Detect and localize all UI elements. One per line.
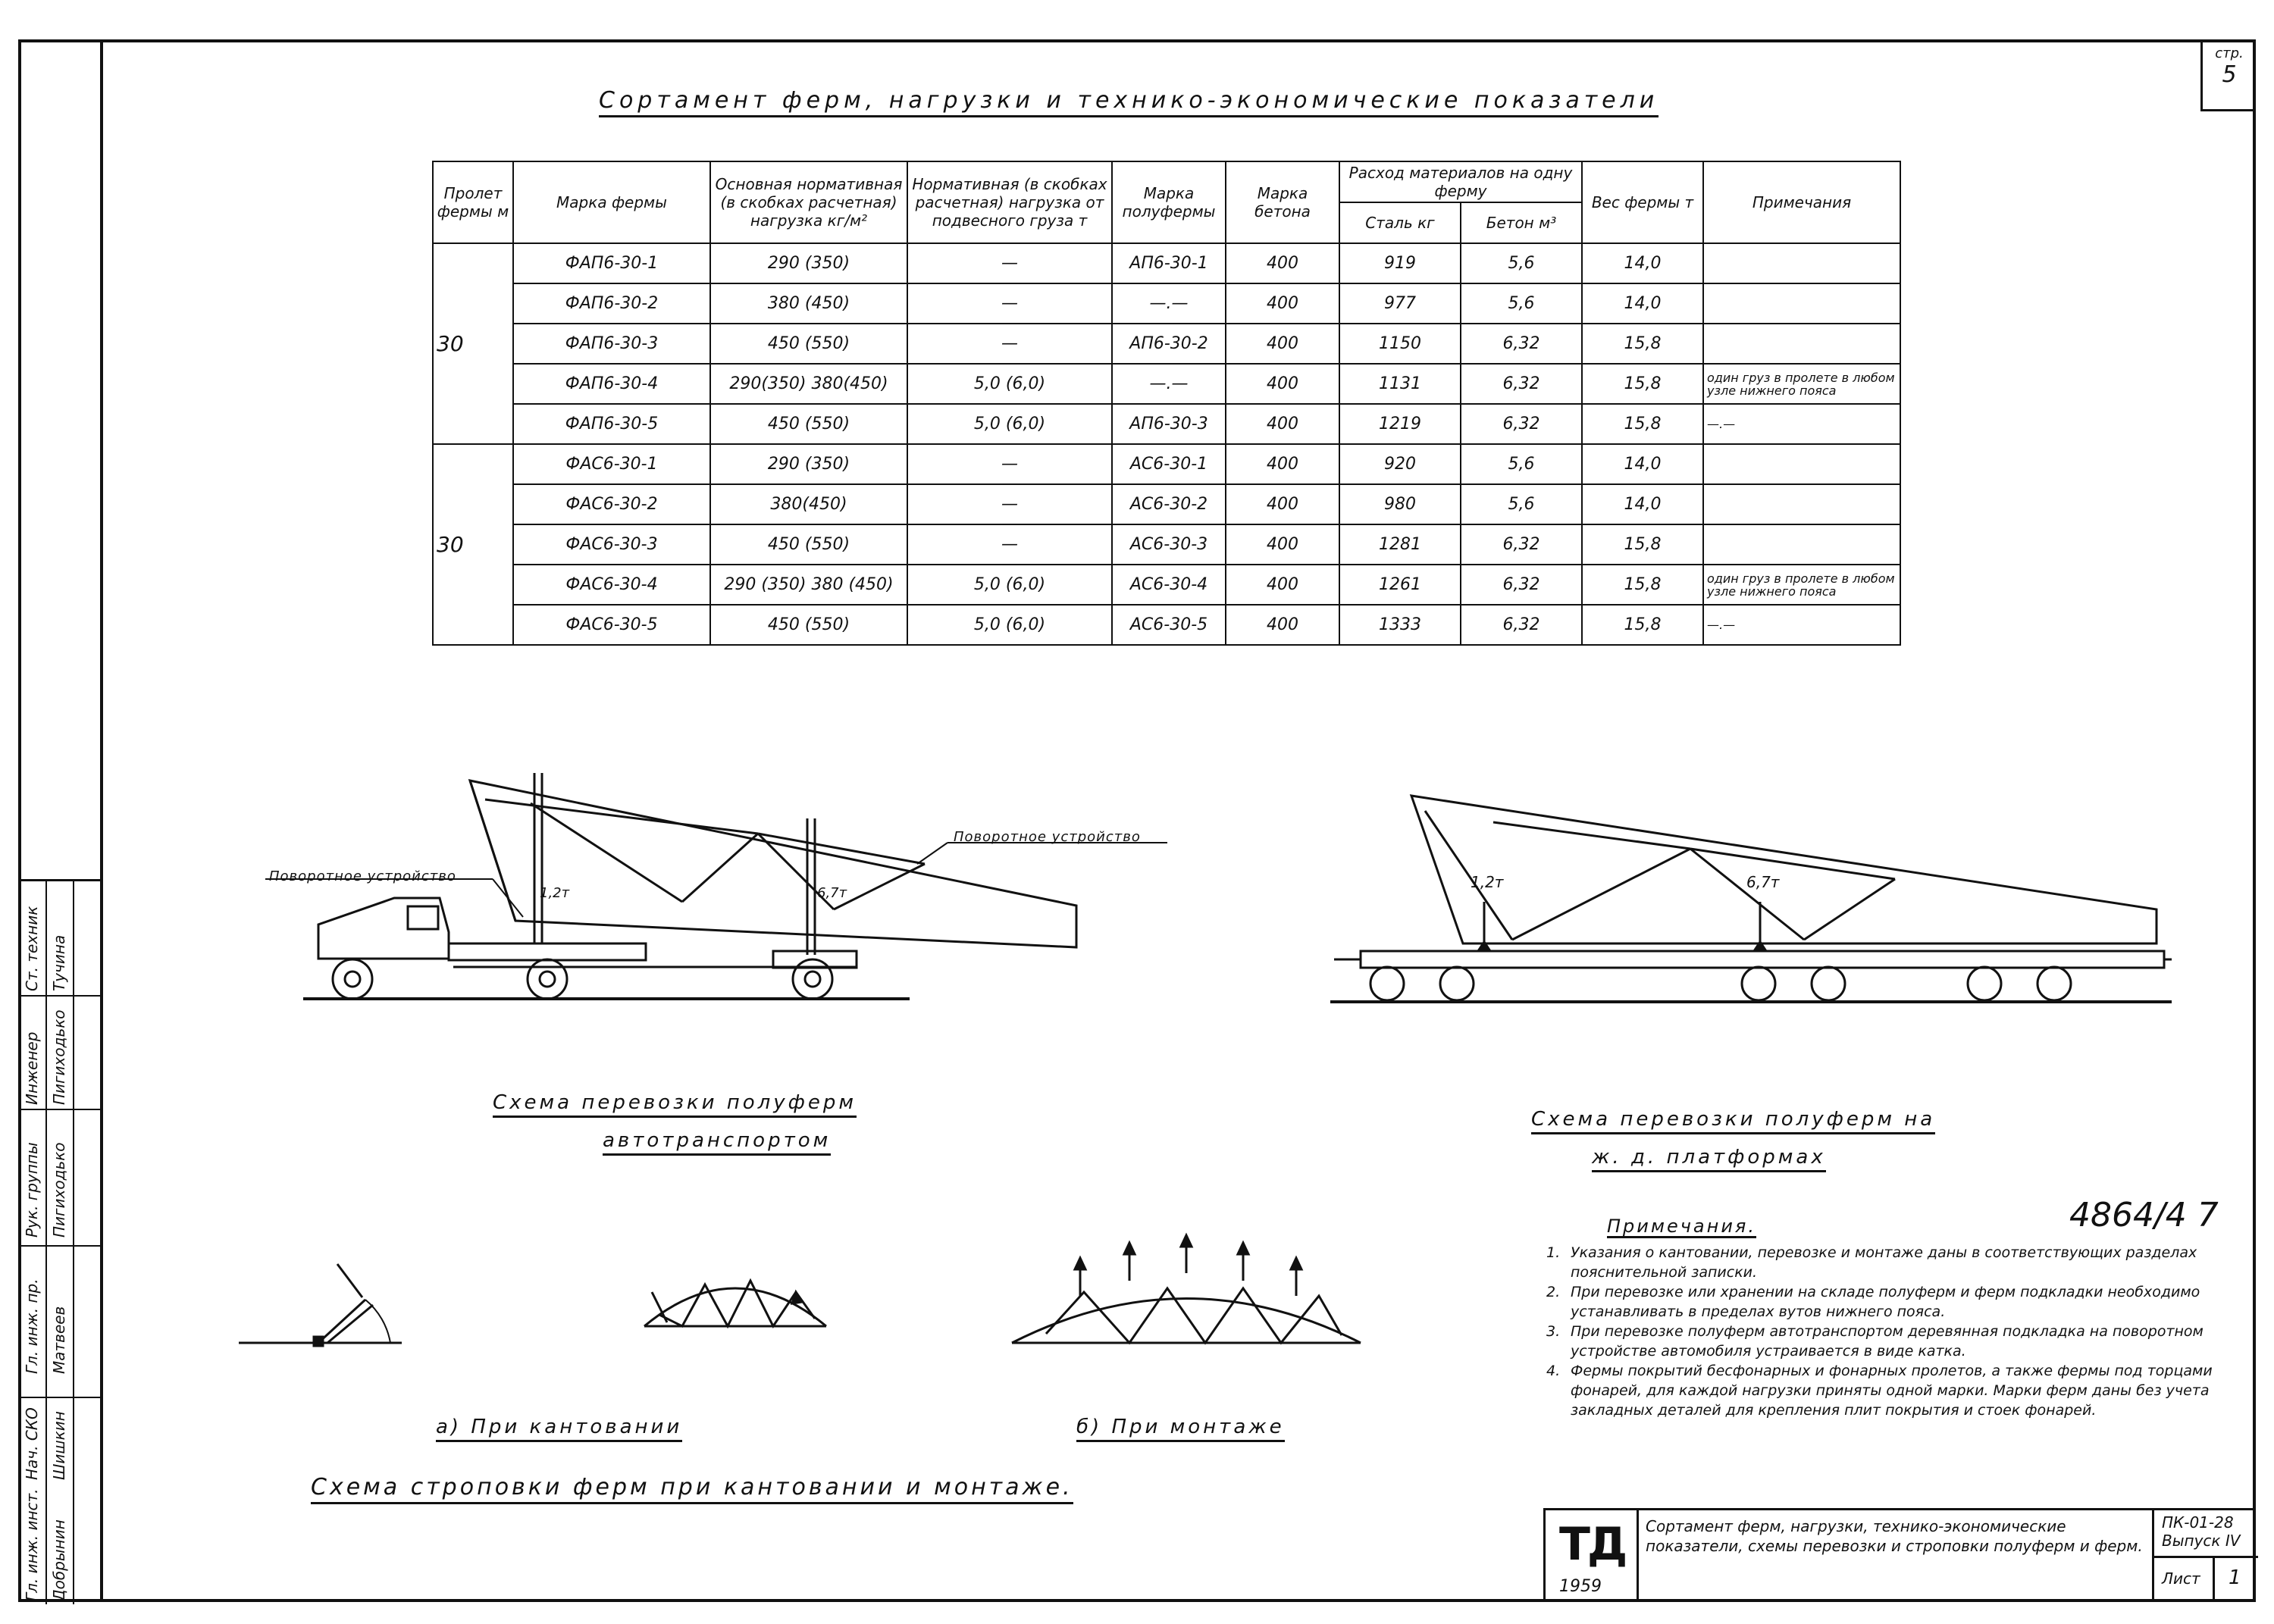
cell-weight: 14,0 — [1582, 484, 1703, 524]
note-number: 2. — [1546, 1284, 1561, 1300]
stamp-role: Инженер — [23, 1031, 41, 1105]
stamp-role: Гл. инж. инст. — [23, 1488, 41, 1601]
col-header-materials: Расход материалов на одну ферму — [1339, 161, 1582, 202]
cell-hang: — — [907, 484, 1112, 524]
cell-note: один груз в пролете в любом узле нижнего пояса — [1703, 565, 1900, 605]
cell-steel: 919 — [1339, 243, 1461, 283]
cell-mark: ФАП6-30-4 — [513, 364, 710, 404]
cell-half: АС6-30-1 — [1112, 444, 1226, 484]
cell-mark: ФАС6-30-3 — [513, 524, 710, 565]
cell-steel: 977 — [1339, 283, 1461, 324]
cell-mark: ФАС6-30-2 — [513, 484, 710, 524]
cell-note: —.— — [1703, 404, 1900, 444]
cell-concrete: 400 — [1226, 243, 1339, 283]
issue-label: Выпуск — [2162, 1532, 2221, 1550]
logo-mark: ТД — [1559, 1518, 1625, 1571]
caption-rail-transport-sub: ж. д. платформах — [1592, 1146, 1826, 1172]
cell-weight: 15,8 — [1582, 324, 1703, 364]
series-code: ПК-01-28 — [2162, 1513, 2234, 1532]
cell-mark: ФАП6-30-3 — [513, 324, 710, 364]
title-block — [1543, 1508, 2256, 1602]
caption-truck-transport: Схема перевозки полуферм — [493, 1091, 857, 1118]
load-value-1: 1,2т — [540, 885, 570, 901]
caption-tilting: а) При кантовании — [436, 1416, 682, 1442]
issue-line — [2154, 1532, 2258, 1550]
cell-vol: 6,32 — [1461, 524, 1582, 565]
stamp-name: Добрынин — [50, 1519, 68, 1601]
cell-concrete: 400 — [1226, 524, 1339, 565]
cell-concrete: 400 — [1226, 484, 1339, 524]
sheet-label: Лист — [2162, 1569, 2200, 1588]
caption-mounting: б) При монтаже — [1076, 1416, 1285, 1442]
sling-diagrams — [239, 1235, 1361, 1346]
cell-concrete: 400 — [1226, 283, 1339, 324]
cell-vol: 5,6 — [1461, 444, 1582, 484]
cell-steel: 1261 — [1339, 565, 1461, 605]
stamp-role: Нач. СКО — [23, 1407, 41, 1480]
cell-steel: 1219 — [1339, 404, 1461, 444]
note-text: Фермы покрытий бесфонарных и фонарных пролетов, а также фермы под торцами фонарей, для каждой нагрузки приняты одной марки. Марки ферм даны без учета закладных деталей для крепления плит покрытия и стоек фонарей. — [1571, 1363, 2213, 1419]
note-item — [1546, 1243, 2213, 1282]
cell-load: 450 (550) — [710, 404, 907, 444]
load-value-2: 6,7т — [817, 885, 847, 901]
cell-steel: 1281 — [1339, 524, 1461, 565]
note-number: 4. — [1546, 1363, 1561, 1379]
cell-vol: 6,32 — [1461, 565, 1582, 605]
cell-load: 290 (350) — [710, 444, 907, 484]
cell-hang: 5,0 (6,0) — [907, 605, 1112, 645]
note-item — [1546, 1361, 2213, 1420]
stamp-role: Гл. инж. пр. — [23, 1278, 41, 1374]
series-code-cell — [2152, 1510, 2258, 1558]
cell-hang: — — [907, 444, 1112, 484]
col-header-concrete: Марка бетона — [1226, 161, 1339, 243]
cell-weight: 14,0 — [1582, 243, 1703, 283]
cell-vol: 5,6 — [1461, 484, 1582, 524]
col-header-notes: Примечания — [1703, 161, 1900, 243]
cell-load: 450 (550) — [710, 324, 907, 364]
document-number: 4864/4 7 — [2069, 1196, 2219, 1234]
cell-half: АС6-30-5 — [1112, 605, 1226, 645]
cell-mark: ФАП6-30-5 — [513, 404, 710, 444]
note-item — [1546, 1322, 2213, 1361]
cell-note: —.— — [1703, 605, 1900, 645]
cell-half: АС6-30-2 — [1112, 484, 1226, 524]
stamp-name: Шишкин — [50, 1411, 68, 1480]
cell-half: —.— — [1112, 364, 1226, 404]
cell-load: 380 (450) — [710, 283, 907, 324]
rail-load-value-2: 6,7т — [1746, 873, 1780, 891]
note-number: 1. — [1546, 1244, 1561, 1261]
cell-hang: — — [907, 524, 1112, 565]
note-number: 3. — [1546, 1323, 1561, 1340]
cell-note: один груз в пролете в любом узле нижнего пояса — [1703, 364, 1900, 404]
cell-weight: 15,8 — [1582, 565, 1703, 605]
logo-year: 1959 — [1559, 1577, 1602, 1596]
sheet-number: 1 — [2229, 1566, 2241, 1589]
cell-weight: 15,8 — [1582, 524, 1703, 565]
notes-header: Примечания. — [1607, 1216, 1756, 1237]
page-title: Сортамент ферм, нагрузки и технико-экономические показатели — [599, 87, 1659, 117]
title-block-description: Сортамент ферм, нагрузки, технико-экономические показатели, схемы перевозки и строповки полуферм и ферм. — [1646, 1517, 2143, 1555]
page-label: стр. — [2215, 45, 2244, 61]
cell-concrete: 400 — [1226, 324, 1339, 364]
cell-weight: 14,0 — [1582, 283, 1703, 324]
notes-block — [1546, 1216, 2213, 1420]
cell-half: АС6-30-4 — [1112, 565, 1226, 605]
cell-hang: — — [907, 243, 1112, 283]
stamp-name: Матвеев — [50, 1306, 68, 1374]
cell-hang: 5,0 (6,0) — [907, 565, 1112, 605]
cell-steel: 1150 — [1339, 324, 1461, 364]
col-header-span: Пролет фермы м — [433, 161, 513, 243]
stamp-role: Ст. техник — [23, 906, 41, 991]
col-header-mark: Марка фермы — [513, 161, 710, 243]
cell-half: —.— — [1112, 283, 1226, 324]
stamp-name: Пигиходько — [50, 1142, 68, 1238]
cell-steel: 920 — [1339, 444, 1461, 484]
col-header-concrete-volume: Бетон м³ — [1461, 202, 1582, 243]
note-text: Указания о кантовании, перевозке и монтаже даны в соответствующих разделах пояснительной записки. — [1571, 1244, 2197, 1281]
caption-rail-transport: Схема перевозки полуферм на — [1531, 1108, 1935, 1134]
cell-half: АП6-30-2 — [1112, 324, 1226, 364]
cell-weight: 15,8 — [1582, 404, 1703, 444]
truck-transport-drawing — [265, 773, 1167, 999]
cell-vol: 6,32 — [1461, 324, 1582, 364]
cell-concrete: 400 — [1226, 565, 1339, 605]
note-text: При перевозке или хранении на складе полуферм и ферм подкладки необходимо устанавливать в пределах вутов нижнего пояса. — [1571, 1284, 2200, 1320]
cell-vol: 6,32 — [1461, 605, 1582, 645]
cell-half: АП6-30-1 — [1112, 243, 1226, 283]
cell-concrete: 400 — [1226, 364, 1339, 404]
cell-hang: — — [907, 324, 1112, 364]
cell-hang: 5,0 (6,0) — [907, 364, 1112, 404]
cell-vol: 6,32 — [1461, 364, 1582, 404]
stamp-name: Пигиходько — [50, 1009, 68, 1105]
rail-transport-drawing — [1330, 796, 2172, 1002]
page-number: 5 — [2222, 61, 2237, 88]
cell-steel: 1131 — [1339, 364, 1461, 404]
span-cell: 30 — [433, 243, 513, 444]
cell-mark: ФАС6-30-5 — [513, 605, 710, 645]
col-header-steel: Сталь кг — [1339, 202, 1461, 243]
caption-slinging: Схема строповки ферм при кантовании и монтаже. — [311, 1474, 1073, 1504]
cell-mark: ФАС6-30-4 — [513, 565, 710, 605]
label-turntable-left: Поворотное устройство — [269, 868, 456, 884]
cell-load: 290 (350) — [710, 243, 907, 283]
note-item — [1546, 1282, 2213, 1322]
cell-mark: ФАС6-30-1 — [513, 444, 710, 484]
span-cell: 30 — [433, 444, 513, 645]
col-header-half-truss: Марка полуфермы — [1112, 161, 1226, 243]
cell-weight: 15,8 — [1582, 364, 1703, 404]
cell-vol: 5,6 — [1461, 243, 1582, 283]
label-turntable-right: Поворотное устройство — [954, 829, 1141, 845]
cell-hang: — — [907, 283, 1112, 324]
cell-concrete: 400 — [1226, 444, 1339, 484]
sheet-label-cell — [2152, 1557, 2215, 1602]
stamp-role: Рук. группы — [23, 1142, 41, 1238]
caption-truck-transport-sub: автотранспортом — [603, 1129, 831, 1156]
cell-half: АС6-30-3 — [1112, 524, 1226, 565]
publisher-logo — [1546, 1510, 1639, 1602]
rail-load-value-1: 1,2т — [1471, 873, 1504, 891]
cell-mark: ФАП6-30-1 — [513, 243, 710, 283]
cell-load: 380(450) — [710, 484, 907, 524]
cell-concrete: 400 — [1226, 404, 1339, 444]
col-header-load: Основная нормативная (в скобках расчетная) нагрузка кг/м² — [710, 161, 907, 243]
cell-half: АП6-30-3 — [1112, 404, 1226, 444]
cell-vol: 6,32 — [1461, 404, 1582, 444]
issue-number: IV — [2225, 1532, 2241, 1550]
cell-concrete: 400 — [1226, 605, 1339, 645]
stamp-name: Тучина — [50, 934, 68, 991]
cell-weight: 15,8 — [1582, 605, 1703, 645]
cell-load: 290(350) 380(450) — [710, 364, 907, 404]
cell-load: 450 (550) — [710, 605, 907, 645]
cell-load: 450 (550) — [710, 524, 907, 565]
cell-vol: 5,6 — [1461, 283, 1582, 324]
cell-weight: 14,0 — [1582, 444, 1703, 484]
note-text: При перевозке полуферм автотранспортом деревянная подкладка на поворотном устройстве автомобиля устраивается в виде катка. — [1571, 1323, 2204, 1360]
cell-load: 290 (350) 380 (450) — [710, 565, 907, 605]
col-header-weight: Вес фермы т — [1582, 161, 1703, 243]
cell-steel: 1333 — [1339, 605, 1461, 645]
col-header-hang-load: Нормативная (в скобках расчетная) нагрузка от подвесного груза т — [907, 161, 1112, 243]
sheet-number-cell — [2213, 1557, 2258, 1602]
cell-steel: 980 — [1339, 484, 1461, 524]
cell-hang: 5,0 (6,0) — [907, 404, 1112, 444]
cell-mark: ФАП6-30-2 — [513, 283, 710, 324]
